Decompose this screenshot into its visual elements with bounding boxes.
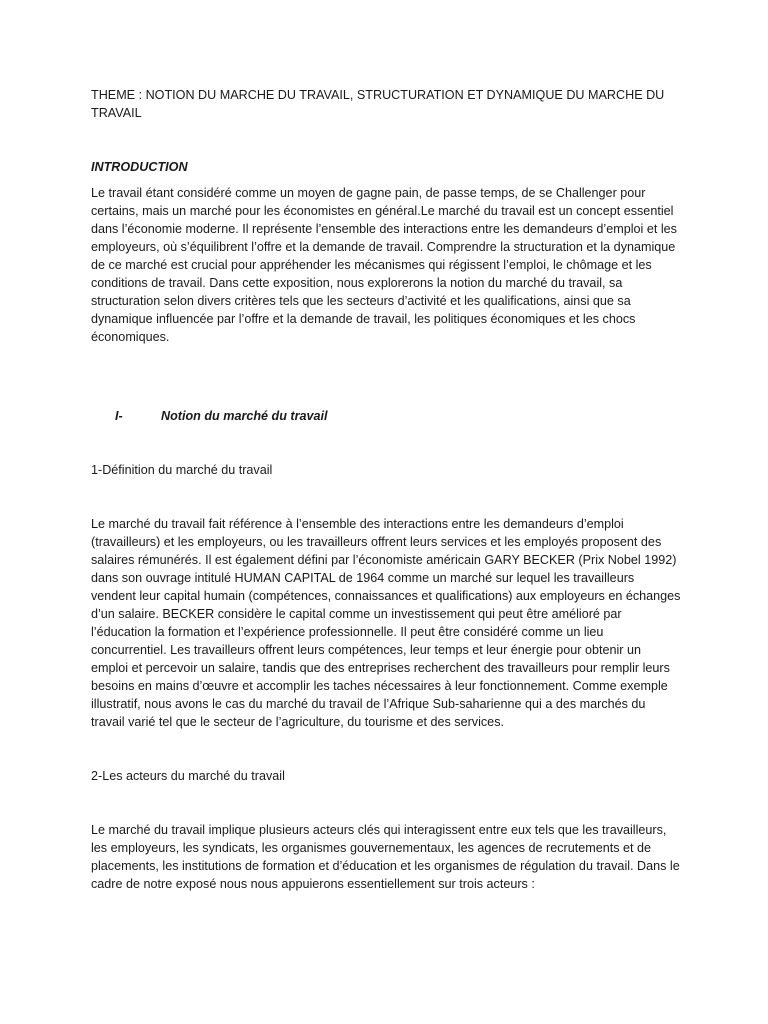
document-theme: THEME : NOTION DU MARCHE DU TRAVAIL, STRUCTURATION ET DYNAMIQUE DU MARCHE DU TRAVAIL [91,88,665,120]
subsection-heading-definition: 1-Définition du marché du travail [91,463,273,477]
definition-paragraph: Le marché du travail fait référence à l’ensemble des interactions entre les demandeurs d’emploi (travailleurs) et les employeurs, ou les travailleurs offrent leurs services et les employés proposent des salaires rémunérés. Il est également défini par l’économiste américain GARY BECKER (Prix Nobel 1992) dans son ouvrage intitulé HUMAN CAPITAL de 1964 comme un marché sur lequel les travailleurs vendent leur capital humain (compétences, connaissances et qualifications) aux employeurs en échanges d’un salaire. BECKER considère le capital comme un investissement qui peut être amélioré par l’éducation la formation et l’expérience professionnelle. Il peut être considéré comme un lieu concurrentiel. Les travailleurs offrent leurs compétences, leur temps et leur énergie pour obtenir un emploi et percevoir un salaire, tandis que des entreprises recherchent des travailleurs pour remplir leurs besoins en mains d’œuvre et accomplir les taches nécessaires à leur fonctionnement. Comme exemple illustratif, nous avons le cas du marché du travail de l’Afrique Sub-saharienne qui a des marchés du travail varié tel que le secteur de l’agriculture, du tourisme et des services. [91,517,681,729]
introduction-paragraph: Le travail étant considéré comme un moyen de gagne pain, de passe temps, de se Challenger pour certains, mais un marché pour les économistes en général.Le marché du travail est un concept essentiel dans l’économie moderne. Il représente l’ensemble des interactions entre les demandeurs d’emploi et les employeurs, où s’équilibrent l’offre et la demande de travail. Comprendre la structuration et la dynamique de ce marché est crucial pour appréhender les mécanismes qui régissent l’emploi, le chômage et les conditions de travail. Dans cette exposition, nous explorerons la notion du marché du travail, sa structuration selon divers critères tels que les secteurs d’activité et les qualifications, ainsi que sa dynamique influencée par l’offre et la demande de travail, les politiques économiques et les chocs économiques. [91,186,677,344]
subsection-heading-actors: 2-Les acteurs du marché du travail [91,769,285,783]
document-page [91,86,681,893]
section-title: Notion du marché du travail [161,409,328,423]
actors-paragraph: Le marché du travail implique plusieurs acteurs clés qui interagissent entre eux tels que les travailleurs, les employeurs, les syndicats, les organismes gouvernementaux, les agences de recrutements et de placements, les institutions de formation et d’éducation et les organismes de régulation du travail. Dans le cadre de notre exposé nous nous appuierons essentiellement sur trois acteurs : [91,823,680,891]
section-heading [91,407,681,425]
introduction-heading: INTRODUCTION [91,160,188,174]
section-number: I- [115,409,123,423]
